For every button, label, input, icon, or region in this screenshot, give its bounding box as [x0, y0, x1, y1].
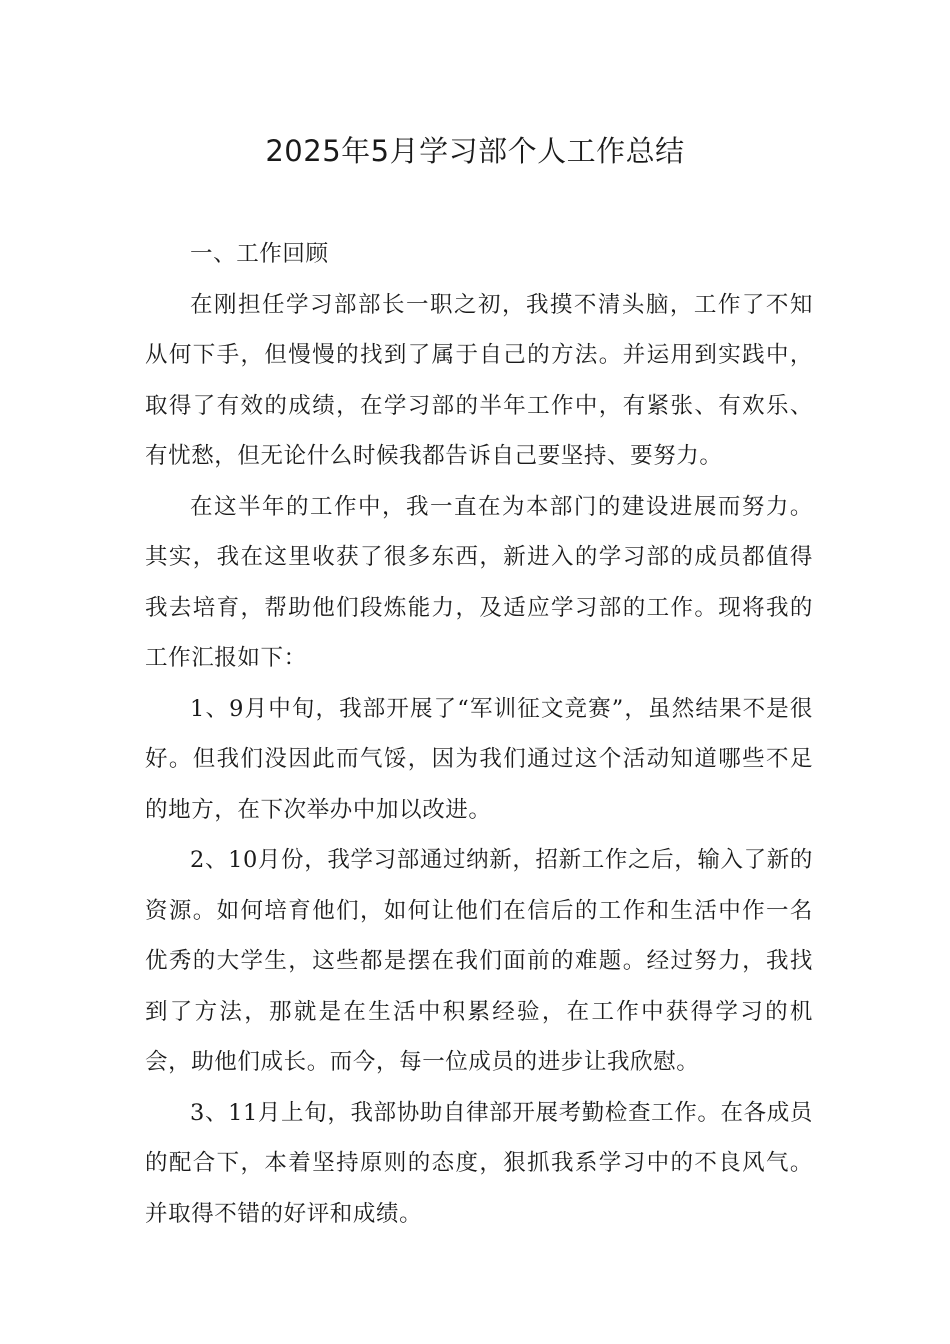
document-title: 2025年5月学习部个人工作总结: [265, 134, 685, 168]
paragraph-item-1: 1、9月中旬，我部开展了“军训征文竞赛”，虽然结果不是很好。但我们没因此而气馁，因为我们通过这个活动知道哪些不足的地方，在下次举办中加以改进。: [145, 695, 813, 823]
paragraph-item-2: 2、10月份，我学习部通过纳新，招新工作之后，输入了新的资源。如何培育他们，如何让他们在信后的工作和生活中作一名优秀的大学生，这些都是摆在我们面前的难题。经过努力，我找到了方法，那就是在生活中积累经验，在工作中获得学习的机会，助他们成长。而今，每一位成员的进步让我欣慰。: [145, 847, 813, 1075]
document-body: [145, 229, 813, 1239]
paragraph-item-3: 3、11月上旬，我部协助自律部开展考勤检查工作。在各成员的配合下，本着坚持原则的态度，狠抓我系学习中的不良风气。并取得不错的好评和成绩。: [145, 1099, 813, 1227]
paragraph-intro: 在刚担任学习部部长一职之初，我摸不清头脑，工作了不知从何下手，但慢慢的找到了属于自己的方法。并运用到实践中，取得了有效的成绩，在学习部的半年工作中，有紧张、有欢乐、有忧愁，但无论什么时候我都告诉自己要坚持、要努力。: [145, 291, 813, 469]
paragraph-summary: 在这半年的工作中，我一直在为本部门的建设进展而努力。其实，我在这里收获了很多东西，新进入的学习部的成员都值得我去培育，帮助他们段炼能力，及适应学习部的工作。现将我的工作汇报如下：: [145, 493, 813, 671]
section-heading: 一、工作回顾: [190, 241, 329, 267]
